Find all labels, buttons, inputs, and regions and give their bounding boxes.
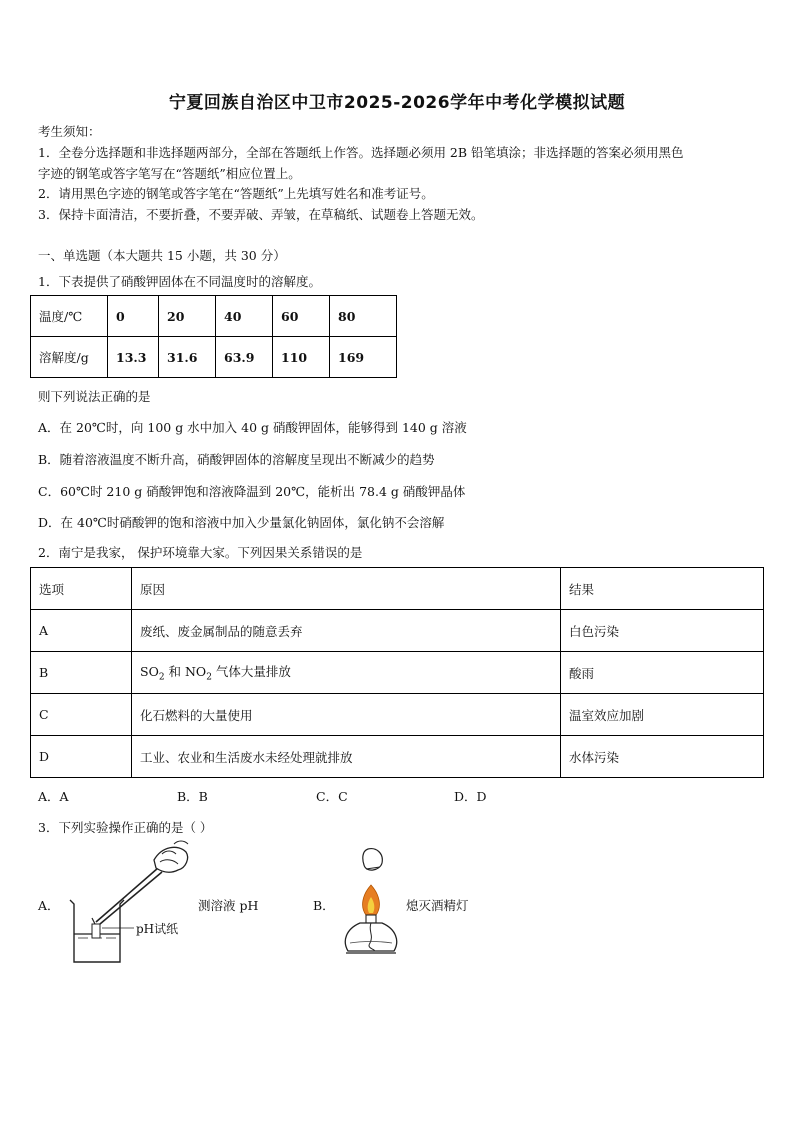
table-cell: 169 — [330, 337, 397, 378]
table-cell: 水体污染 — [561, 736, 764, 778]
formula-no2: 和 NO — [164, 664, 207, 680]
table-row — [31, 736, 764, 778]
table-cell: 13.3 — [108, 337, 159, 378]
table-cell: 溶解度/g — [31, 337, 108, 378]
table-cell: D — [31, 736, 132, 778]
question-2-option-a[interactable]: A．A — [38, 789, 69, 804]
notes-heading: 考生须知： — [38, 124, 101, 139]
question-3-option-b-text: 熄灭酒精灯 — [406, 898, 469, 913]
ph-paper-annotation: pH试纸 — [136, 922, 179, 936]
table-header-cell: 选项 — [31, 568, 132, 610]
table-cell: 化石燃料的大量使用 — [132, 694, 561, 736]
table-cell: 工业、农业和生活废水未经处理就排放 — [132, 736, 561, 778]
question-1-stem: 1．下表提供了硝酸钾固体在不同温度时的溶解度。 — [38, 274, 321, 289]
table-row — [31, 694, 764, 736]
table-header-cell: 结果 — [561, 568, 764, 610]
solubility-table — [30, 295, 397, 378]
note-item-3: 3．保持卡面清洁，不要折叠，不要弄破、弄皱，在草稿纸、试题卷上答题无效。 — [38, 207, 484, 222]
table-cell: B — [31, 652, 132, 694]
table-cell: 80 — [330, 296, 397, 337]
table-cell: 31.6 — [159, 337, 216, 378]
table-cell: C — [31, 694, 132, 736]
cause-text: 气体大量排放 — [211, 664, 291, 680]
table-cell: 废纸、废金属制品的随意丢弃 — [132, 610, 561, 652]
table-cell: 0 — [108, 296, 159, 337]
question-1-option-b[interactable]: B．随着溶液温度不断升高，硝酸钾固体的溶解度呈现出不断减少的趋势 — [38, 452, 435, 467]
section-heading: 一、单选题（本大题共 15 小题，共 30 分） — [38, 248, 286, 263]
table-cell: 温度/℃ — [31, 296, 108, 337]
formula-so2: SO — [140, 664, 159, 680]
subscript: 2 — [206, 672, 212, 683]
subscript: 2 — [158, 672, 165, 683]
question-2-option-b[interactable]: B．B — [177, 789, 208, 804]
note-item-1: 1．全卷分选择题和非选择题两部分，全部在答题纸上作答。选择题必须用 2B 铅笔填涂；非选择题的答案必须用黑色 — [38, 145, 684, 160]
question-3-stem: 3．下列实验操作正确的是（ ） — [38, 820, 213, 835]
question-3-option-b-label[interactable]: B． — [313, 898, 335, 913]
question-1-option-a[interactable]: A．在 20℃时，向 100 g 水中加入 40 g 硝酸钾固体，能够得到 140 g 溶液 — [38, 420, 467, 435]
question-1-option-d[interactable]: D．在 40℃时硝酸钾的饱和溶液中加入少量氯化钠固体，氯化钠不会溶解 — [38, 515, 445, 530]
cause-effect-table — [30, 567, 764, 778]
alcohol-lamp-figure — [336, 845, 406, 960]
note-item-1-continued: 字迹的钢笔或答字笔写在“答题纸”相应位置上。 — [38, 166, 301, 181]
table-cell: 63.9 — [216, 337, 273, 378]
table-cell — [132, 652, 561, 694]
table-row — [31, 610, 764, 652]
table-header-cell: 原因 — [132, 568, 561, 610]
table-cell: 60 — [273, 296, 330, 337]
page-title: 宁夏回族自治区中卫市2025-2026学年中考化学模拟试题 — [168, 93, 626, 113]
table-cell: 温室效应加剧 — [561, 694, 764, 736]
question-1-option-c[interactable]: C．60℃时 210 g 硝酸钾饱和溶液降温到 20℃，能析出 78.4 g 硝酸钾晶体 — [38, 484, 466, 499]
table-row — [31, 568, 764, 610]
table-cell: A — [31, 610, 132, 652]
note-item-2: 2．请用黑色字迹的钢笔或答字笔在“答题纸”上先填写姓名和准考证号。 — [38, 186, 434, 201]
question-3-option-a-label[interactable]: A． — [38, 898, 60, 913]
table-row — [31, 652, 764, 694]
question-2-stem: 2．南宁是我家， 保护环境靠大家。下列因果关系错误的是 — [38, 545, 363, 560]
table-row — [31, 296, 397, 337]
question-1-prompt: 则下列说法正确的是 — [38, 389, 151, 404]
question-3-option-a-text: 测溶液 pH — [198, 898, 259, 913]
question-2-option-d[interactable]: D．D — [454, 789, 487, 804]
question-2-option-c[interactable]: C．C — [316, 789, 348, 804]
ph-test-beaker-figure — [62, 838, 192, 968]
table-cell: 酸雨 — [561, 652, 764, 694]
table-row — [31, 337, 397, 378]
table-cell: 40 — [216, 296, 273, 337]
table-cell: 20 — [159, 296, 216, 337]
table-cell: 白色污染 — [561, 610, 764, 652]
table-cell: 110 — [273, 337, 330, 378]
